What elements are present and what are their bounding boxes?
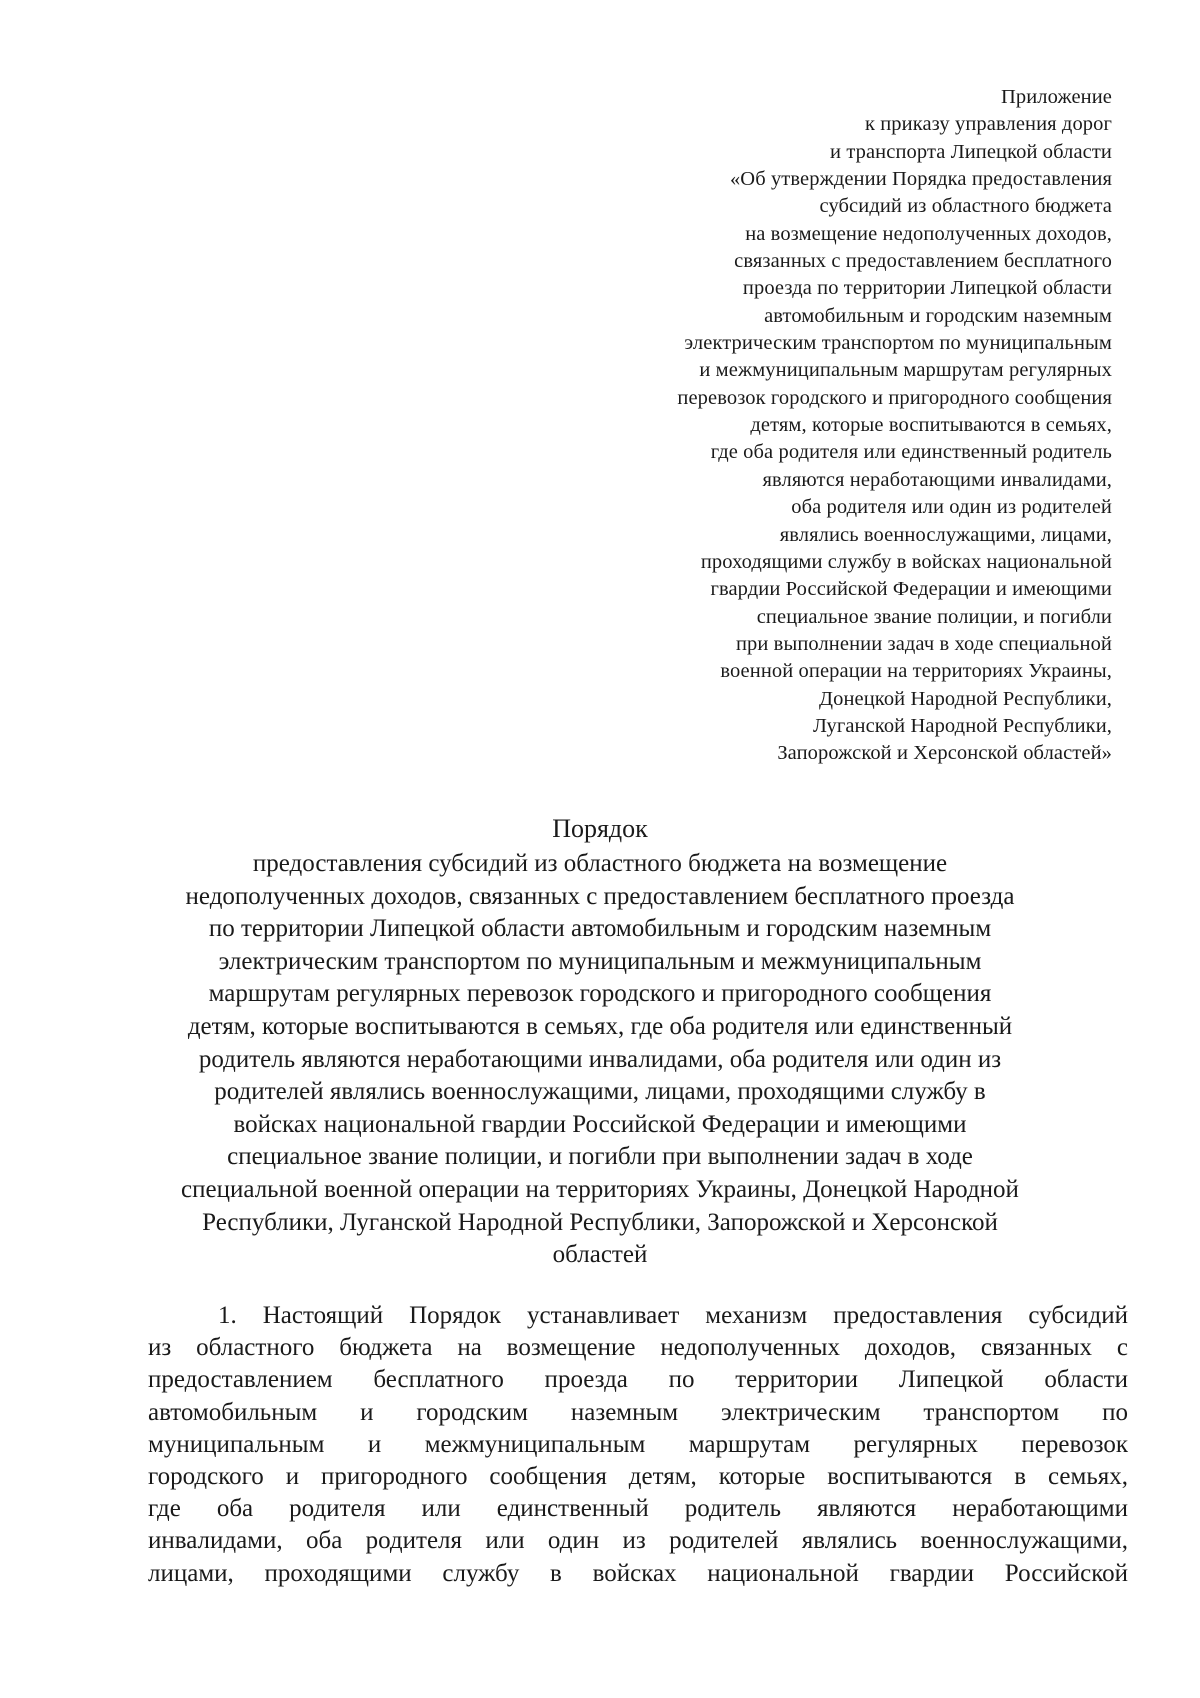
- document-subtitle-line: войсках национальной гвардии Российской Федерации и имеющими: [233, 1110, 967, 1138]
- appendix-line: оба родителя или один из родителей: [791, 496, 1112, 519]
- appendix-line: являются неработающими инвалидами,: [762, 468, 1112, 491]
- document-subtitle-line: Республики, Луганской Народной Республики, Запорожской и Херсонской: [202, 1208, 998, 1236]
- document-subtitle-line: недополученных доходов, связанных с предоставлением бесплатного проезда: [185, 882, 1015, 910]
- paragraph-line: инвалидами, оба родителя или один из родителей являлись военнослужащими,: [148, 1527, 1128, 1555]
- appendix-line: Приложение: [1000, 86, 1112, 108]
- paragraph-line: автомобильным и городским наземным электрическим транспортом по: [148, 1398, 1128, 1426]
- appendix-line: гвардии Российской Федерации и имеющими: [710, 578, 1112, 601]
- appendix-line: детям, которые воспитываются в семьях,: [750, 414, 1112, 437]
- appendix-line: проезда по территории Липецкой области: [742, 277, 1112, 300]
- appendix-line: проходящими службу в войсках национальной: [700, 550, 1112, 573]
- paragraph-1: [148, 1300, 1128, 1590]
- document-subtitle-line: по территории Липецкой области автомобильным и городским наземным: [208, 915, 992, 943]
- appendix-line: Запорожской и Херсонской областей»: [777, 742, 1112, 765]
- appendix-line: электрическим транспортом по муниципальным: [684, 332, 1112, 355]
- appendix-line: и межмуниципальным маршрутам регулярных: [699, 359, 1112, 382]
- appendix-line: где оба родителя или единственный родитель: [710, 441, 1112, 464]
- paragraph-line: предоставлением бесплатного проезда по территории Липецкой области: [148, 1366, 1128, 1394]
- appendix-line: на возмещение недополученных доходов,: [745, 222, 1112, 245]
- appendix-line: «Об утверждении Порядка предоставления: [729, 168, 1112, 191]
- document-subtitle-line: электрическим транспортом по муниципальным и межмуниципальным: [218, 947, 982, 975]
- appendix-header: [492, 84, 1112, 768]
- document-subtitle-line: специальной военной операции на территориях Украины, Донецкой Народной: [181, 1175, 1019, 1203]
- appendix-line: специальное звание полиции, и погибли: [756, 605, 1112, 628]
- document-subtitle-line: специальное звание полиции, и погибли при выполнении задач в ходе: [227, 1143, 973, 1171]
- appendix-line: военной операции на территориях Украины,: [720, 660, 1112, 683]
- document-subtitle-line: предоставления субсидий из областного бюджета на возмещение: [252, 850, 948, 877]
- document-subtitle-line: родитель являются неработающими инвалидами, оба родителя или один из: [198, 1045, 1002, 1073]
- appendix-line: к приказу управления дорог: [864, 113, 1112, 136]
- appendix-line: связанных с предоставлением бесплатного: [734, 250, 1112, 273]
- appendix-line: Луганской Народной Республики,: [812, 714, 1112, 737]
- paragraph-line: где оба родителя или единственный родитель являются неработающими: [148, 1495, 1128, 1523]
- paragraph-line: лицами, проходящими службу в войсках национальной гвардии Российской: [148, 1559, 1128, 1587]
- paragraph-line: из областного бюджета на возмещение недополученных доходов, связанных с: [148, 1334, 1128, 1362]
- appendix-line: и транспорта Липецкой области: [830, 140, 1112, 163]
- appendix-line: Донецкой Народной Республики,: [819, 687, 1112, 710]
- document-subtitle-line: родителей являлись военнослужащими, лицами, проходящими службу в: [214, 1078, 986, 1106]
- appendix-line: субсидий из областного бюджета: [819, 195, 1112, 218]
- document-subtitle-line: маршрутам регулярных перевозок городского и пригородного сообщения: [208, 980, 992, 1008]
- paragraph-line: городского и пригородного сообщения детям, которые воспитываются в семьях,: [148, 1463, 1128, 1491]
- paragraph-line: 1. Настоящий Порядок устанавливает механизм предоставления субсидий: [218, 1302, 1128, 1329]
- appendix-line: при выполнении задач в ходе специальной: [735, 632, 1112, 655]
- document-title: Порядок: [552, 814, 648, 843]
- document-title-block: [100, 812, 1100, 1272]
- document-subtitle-line: областей: [552, 1241, 648, 1269]
- appendix-line: перевозок городского и пригородного сообщения: [677, 386, 1112, 409]
- paragraph-line: муниципальным и межмуниципальным маршрутам регулярных перевозок: [148, 1430, 1128, 1458]
- appendix-line: являлись военнослужащими, лицами,: [779, 523, 1112, 546]
- document-subtitle-line: детям, которые воспитываются в семьях, где оба родителя или единственный: [187, 1012, 1013, 1040]
- appendix-line: автомобильным и городским наземным: [764, 304, 1112, 327]
